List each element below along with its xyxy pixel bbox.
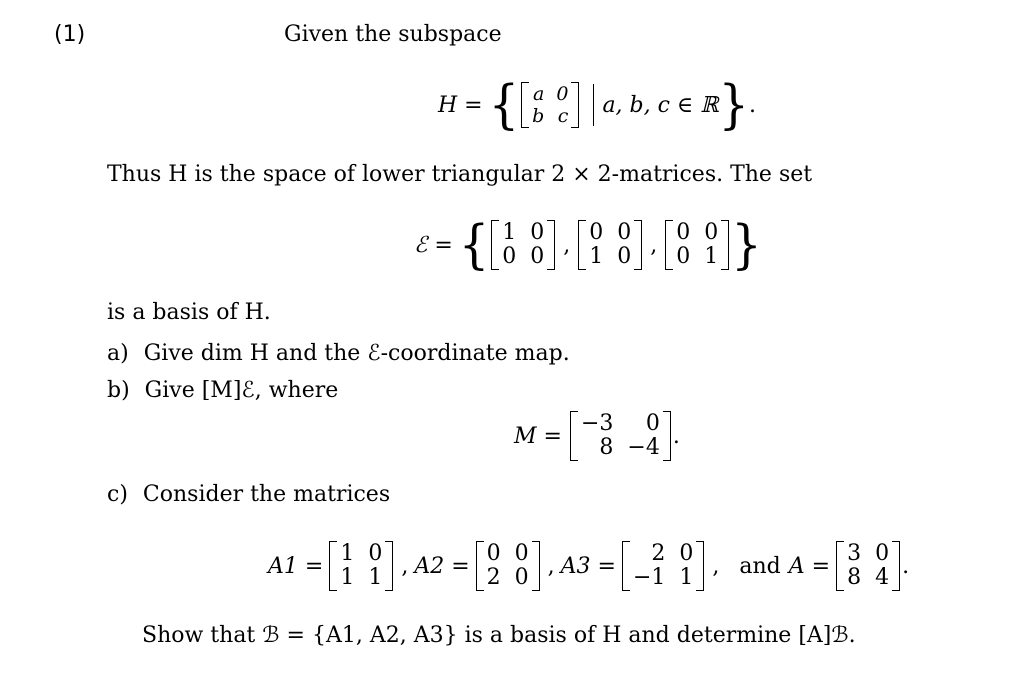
part-a-label: a): [107, 341, 129, 366]
M-matrix: −3 0 8 −4: [570, 411, 671, 461]
H-matrix: a 0 b c: [521, 82, 579, 128]
A-lhs: A =: [788, 553, 831, 579]
part-a: [107, 341, 570, 366]
H-end: .: [749, 92, 757, 118]
E-lhs: ℰ =: [414, 232, 453, 258]
A3-matrix: 2 0 −1 1: [622, 541, 704, 591]
M-end: .: [672, 423, 680, 449]
such-that-bar: [593, 84, 594, 126]
A1-matrix: 1 0 1 1: [329, 541, 393, 591]
part-c: [107, 482, 390, 507]
M-definition: [514, 408, 680, 464]
H-lhs: H =: [438, 92, 483, 118]
E-matrix-2: 0 0 1 0: [578, 220, 642, 270]
A2-matrix: 0 0 2 0: [476, 541, 540, 591]
A2-lhs: A2 =: [414, 553, 470, 579]
A-definitions: A1 = 1 0 1 1 , A2 = 0 0 2 0 , A3 = 2 0 −1 1 , and A = 3 0 8 4 .: [268, 541, 910, 590]
E-matrix-1: 1 0 0 0: [491, 220, 555, 270]
M-lhs: M =: [514, 423, 562, 449]
problem-number: (1): [54, 22, 86, 47]
thus-line: Thus H is the space of lower triangular 2 × 2-matrices. The set: [107, 162, 813, 187]
basis-line: is a basis of H.: [107, 300, 271, 325]
part-a-text: Give dim H and the ℰ-coordinate map.: [143, 341, 570, 366]
final-line: Show that ℬ = {A1, A2, A3} is a basis of H and determine [A]ℬ.: [142, 623, 856, 648]
part-c-label: c): [107, 482, 128, 507]
left-brace-icon: {: [488, 74, 520, 136]
part-b: [107, 378, 338, 403]
and-word: and: [739, 553, 781, 579]
part-c-text: Consider the matrices: [142, 482, 391, 507]
E-definition: ℰ = { 1 0 0 0 , 0 0 1 0 , 0 0 0 1 }: [414, 214, 762, 276]
left-brace-icon: {: [458, 214, 490, 276]
A-matrix: 3 0 8 4: [836, 541, 900, 591]
intro-text: Given the subspace: [284, 22, 502, 47]
H-definition: [438, 74, 757, 136]
H-condition: a, b, c ∈ ℝ: [602, 92, 719, 118]
E-matrix-3: 0 0 0 1: [665, 220, 729, 270]
part-b-label: b): [107, 378, 130, 403]
right-brace-icon: }: [731, 214, 762, 276]
A3-lhs: A3 =: [560, 553, 616, 579]
A1-lhs: A1 =: [268, 553, 324, 579]
right-brace-icon: }: [718, 74, 750, 136]
A-end: .: [902, 553, 910, 579]
part-b-text: Give [M]ℰ, where: [144, 378, 339, 403]
